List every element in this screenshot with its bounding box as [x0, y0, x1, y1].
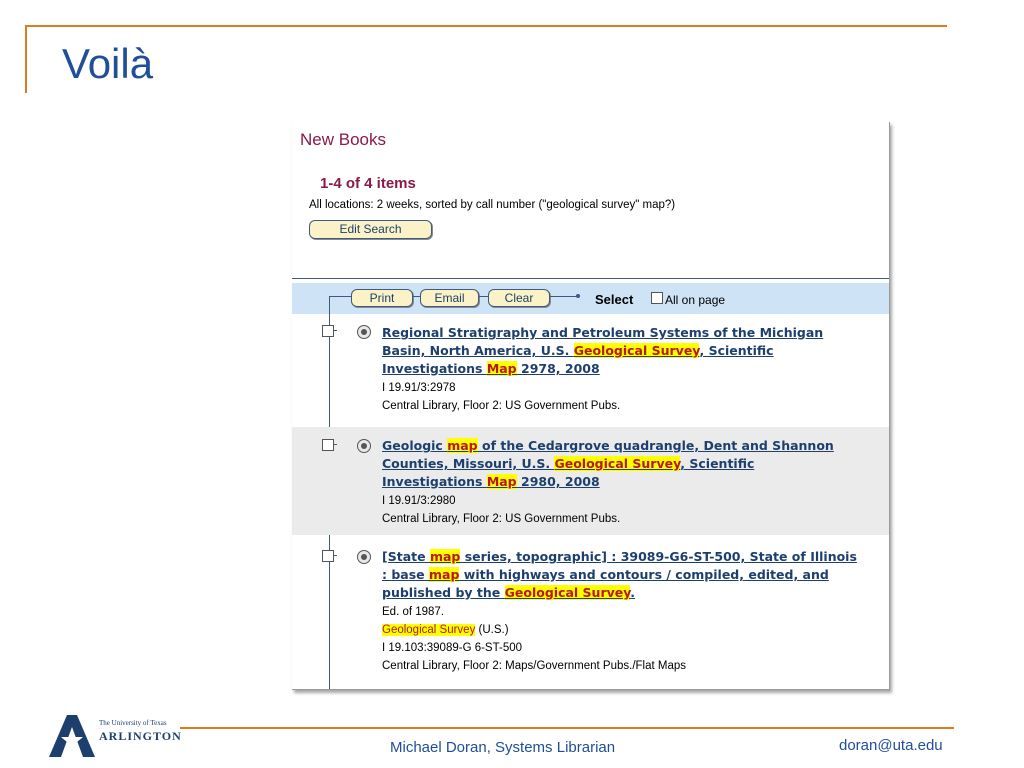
title-line: published by the Geological Survey. — [382, 585, 635, 600]
title-line: Investigations Map 2980, 2008 — [382, 474, 600, 489]
all-on-page-label: All on page — [665, 293, 726, 307]
footer-accent-rule — [180, 727, 954, 729]
title-line: : base map with highways and contours / compiled, edited, and — [382, 567, 829, 582]
result-radio[interactable] — [357, 439, 371, 453]
search-term-highlight: Map — [486, 474, 517, 489]
select-label: Select — [595, 292, 634, 307]
title-line: [State map series, topographic] : 39089-G6-ST-500, State of Illinois — [382, 549, 857, 564]
title-line: Geologic map of the Cedargrove quadrangle, Dent and Shannon — [382, 438, 834, 453]
tree-end-dot — [576, 294, 580, 298]
result-radio[interactable] — [357, 325, 371, 339]
a-star-icon — [47, 713, 97, 759]
result-title-link[interactable] — [382, 324, 877, 378]
result-row — [292, 538, 889, 689]
results-count: 1-4 of 4 items — [320, 175, 416, 192]
footer-email: doran@uta.edu — [839, 737, 943, 754]
result-checkbox[interactable] — [322, 550, 334, 562]
tree-connector — [549, 296, 577, 297]
call-number: I 19.91/3:2980 — [382, 495, 456, 507]
slide-title: Voilà — [62, 40, 154, 87]
footer-presenter: Michael Doran, Systems Librarian — [390, 739, 616, 756]
search-term-highlight: map — [429, 549, 461, 564]
title-line: Basin, North America, U.S. Geological Survey, Scientific — [382, 343, 774, 358]
tree-connector — [329, 296, 351, 297]
search-term-highlight: map — [429, 567, 460, 582]
search-term-highlight: Map — [486, 361, 517, 376]
search-term-highlight: Geological Survey — [573, 343, 700, 358]
top-accent-rule — [25, 25, 947, 27]
location: Central Library, Floor 2: US Government Pubs. — [382, 513, 621, 525]
call-number: I 19.103:39089-G 6-ST-500 — [382, 642, 523, 654]
divider — [292, 278, 889, 279]
title-line: Investigations Map 2978, 2008 — [382, 361, 600, 376]
search-term-highlight: Geological Survey — [554, 456, 681, 471]
catalog-screenshot — [292, 122, 890, 690]
result-title-link[interactable] — [382, 548, 877, 602]
result-title-link[interactable] — [382, 437, 877, 491]
clear-button[interactable]: Clear — [488, 289, 550, 307]
search-term-highlight: map — [447, 438, 478, 453]
select-all-checkbox[interactable] — [651, 292, 663, 304]
edit-search-button[interactable]: Edit Search — [309, 220, 432, 239]
result-row — [292, 427, 889, 535]
title-line: Regional Stratigraphy and Petroleum Systems of the Michigan — [382, 325, 824, 340]
print-button[interactable]: Print — [351, 289, 413, 307]
edition: Ed. of 1987. — [382, 606, 445, 618]
location: Central Library, Floor 2: Maps/Government Pubs./Flat Maps — [382, 660, 687, 672]
logo-text-top: The University of Texas — [99, 719, 167, 727]
result-row — [292, 318, 889, 424]
page-heading: New Books — [300, 130, 386, 149]
author: Geological Survey (U.S.) — [382, 624, 509, 636]
title-line: Counties, Missouri, U.S. Geological Survey, Scientific — [382, 456, 755, 471]
result-checkbox[interactable] — [322, 439, 334, 451]
search-term-highlight: Geological Survey — [382, 624, 476, 636]
logo-text-bottom: ARLINGTON — [99, 729, 182, 743]
result-radio[interactable] — [357, 550, 371, 564]
call-number: I 19.91/3:2978 — [382, 382, 456, 394]
tree-connector — [412, 296, 420, 297]
result-checkbox[interactable] — [322, 325, 334, 337]
university-logo — [47, 713, 207, 761]
location: Central Library, Floor 2: US Government Pubs. — [382, 400, 621, 412]
email-button[interactable]: Email — [420, 289, 479, 307]
left-accent-rule — [25, 25, 27, 93]
search-term-highlight: Geological Survey — [504, 585, 631, 600]
tree-connector — [478, 296, 488, 297]
search-description: All locations: 2 weeks, sorted by call number ("geological survey" map?) — [309, 199, 676, 211]
